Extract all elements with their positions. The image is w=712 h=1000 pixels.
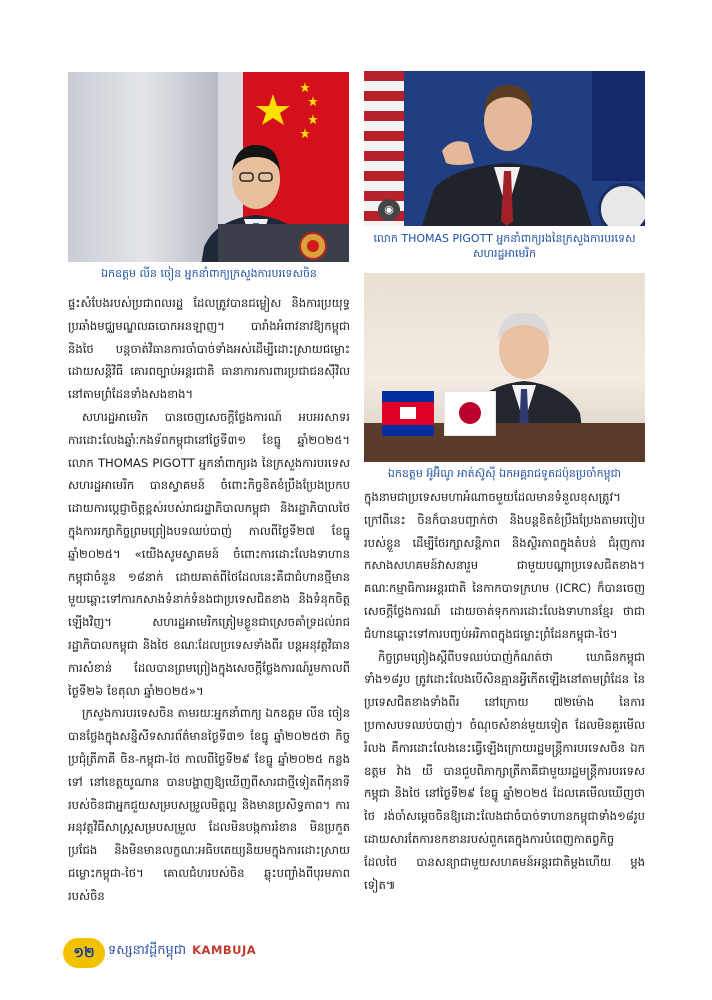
paragraph: សហរដ្ឋអាមេរិក បានចេញសេចក្ដីថ្លែងការណ៍ អបអរសាទរការដោះលែងឆ្នាំៈកងទ័ពកម្ពុជានៅថ្ងៃទី៣១ ខែធ្នូ ឆ្នាំ២០២៥។ លោក THOMAS PIGOTT អ្នកនាំពាក្យរង នៃក្រសួងការបរទេសសហរដ្ឋអាមេរិក បានស្វាគមន៍ ចំពោះកិច្ចខិតខំប្រឹងប្រែងប្រកបដោយការប្ដេជ្ញាចិត្តខ្ពស់របស់រាជរដ្ឋាភិបាលកម្ពុជា និងរដ្ឋាភិបាលថៃ ក្នុងការរក្សាកិច្ចព្រមព្រៀងបទឈប់បាញ់ កាលពីថ្ងៃទី២៧ ខែធ្នូ ឆ្នាំ២០២៥។ «យើងសូមស្វាគមន៍ ចំពោះការដោះលែងទាហានកម្ពុជាចំនួន ១៨នាក់ ដោយគាត់ពីថៃដែលនេះគឺជាជំហានថ្មីមានមួយឆ្ពោះទៅការកសាងទំនាក់ទំនងជាប្រទេសជិតខាង និងទំនុកចិត្តឡើងវិញ។ សហរដ្ឋអាមេរិកត្រៀមខ្លួនជាស្រេចគាំទ្រដល់រាជរដ្ឋាភិបាលកម្ពុជា និងថៃ ខណៈដែលប្រទេសទាំងពីរ បន្តអនុវត្តវិធានការសំខាន់ ដែលបានព្រមព្រៀងក្នុងសេចក្ដីថ្លែងការណ៍រួមកាលពីថ្ងៃទី២៦ ខែតុលា ឆ្នាំ២០២៥»។ — [68, 409, 350, 698]
paragraph: កិច្ចព្រមព្រៀងស្ដីពីបទឈប់បាញ់កំណត់ថា ឃោធិនកម្ពុជាទាំង១៨រូប ត្រូវដោះលែងបើសិនគ្មានអ្វីកើតឡើងនៅតាមព្រំដែន នៃប្រទេសជិតខាងទាំងពីរ នៅក្រោយ ៧២ម៉ោង នៃការប្រកាសបទឈប់បាញ់។ ចំណុចសំខាន់មួយទៀត ដែលមិនគួរមើលរំលង គឺការដោះលែងនេះធ្វើឡើងក្រោយរដ្ឋមន្ត្រីការបរទេសចិន ឯកឧត្តម វ៉ាង យី បានជួបពិភាក្សាត្រីភាគីជាមួយរដ្ឋមន្ត្រីការបរទេសកម្ពុជា និងថៃ នៅថ្ងៃទី២៩ ខែធ្នូ ឆ្នាំ២០២៥ ដែលគេមើលឃើញថា ថៃ រង់ចាំសម្ដេចចិនឱ្យដោះលែងជាចំបាច់ទាហានកម្ពុជាទាំង១៨រូប ដោយសារតែការខកខានរបស់ពួកគេក្នុងការបំពេញកាតព្វកិច្ច ដែលថៃ បានសន្យាជាមួយសហគមន៍អន្តរជាតិម្ដងហើយ ម្ដងទៀត៕ — [364, 649, 645, 892]
cambodia-flag — [382, 391, 434, 436]
spokesperson-figure — [412, 71, 602, 226]
article-right-column — [364, 486, 645, 918]
article-left-column — [68, 292, 350, 918]
paragraph: ក្នុងនាមជាប្រទេសមហាអំណាចមួយដែលមានទំនួលខុសត្រូវ។ ក្រៅពីនេះ ចិនក៏បានបញ្ជាក់ថា និងបន្តខិតខំប្រឹងប្រែងតាមរបៀបរបស់ខ្លួន ដើម្បីថែរក្សាសន្តិភាព និងស្ថិរភាពក្នុងតំបន់ ជំរុញការកសាងសហគមន៍វាសនារួម ជាមួយបណ្ដាប្រទេសជិតខាង។ គណៈកម្មាធិការអន្តរជាតិ នៃកាកបាទក្រហម (ICRC) ក៏បានចេញសេចក្ដីថ្លែងការណ៍ ដោយចាត់ទុកការដោះលែងទាហានខ្មែរ ថាជាជំហានឆ្ពោះទៅការបញ្ចប់អរិភាពក្នុងជម្លោះព្រំដែនកម្ពុជា-ថៃ។ — [364, 490, 645, 641]
photo-japanese-ambassador — [364, 273, 645, 462]
paragraph: ក្រសួងការបរទេសចិន តាមរយៈអ្នកនាំពាក្យ ឯកឧត្តម លីន ចៀន បានថ្លែងក្នុងសន្និសីទសារព័ត៌មានថ្ងៃទី៣១ ខែធ្នូ ឆ្នាំ២០២៥ថា កិច្ចប្រជុំត្រីភាគី ចិន-កម្ពុជា-ថៃ កាលពីថ្ងៃទី២៩ ខែធ្នូ ឆ្នាំ២០២៥ កន្លងទៅ នៅខេត្តយូណាន បានបង្ហាញឱ្យឃើញពីសារជាថ្មីទៀតពីកុនាទីរបស់ចិនជាអ្នកជួយសម្របសម្រួលមិត្តល្អ និងមានប្រសិទ្ធភាព។ ការអនុវត្តវិធីសាស្ត្រសម្របសម្រួល ដែលមិនបង្កការរំខាន មិនប្រកួតប្រជែង និងមិនមានលក្ខណៈអធិបតេយ្យនិយមក្នុងការដោះស្រាយជម្លោះកម្ពុជា-ថៃ។ គោលជំហរបស់ចិន ឆ្លុះបញ្ចាំងពីបុរមភាពរបស់ចិន — [68, 706, 350, 903]
magazine-title — [108, 942, 256, 961]
caption-thomas-pigott: លោក THOMAS PIGOTT អ្នកនាំពាក្យរងនៃក្រសួងការបរទេសសហរដ្ឋអាមេរិក — [373, 232, 636, 260]
japan-flag — [444, 391, 496, 436]
magazine-title-khmer: ទស្សនាវដ្ដីកម្ពុជា — [108, 943, 187, 958]
paragraph: ផ្ទះសំបែងរបស់ប្រជាពលរដ្ឋ ដែលត្រូវបានជម្លៀស និងការប្រយុទ្ធប្រឆាំងមជ្ឈមណ្ឌលឆបោកអនឡាញ។ បារាំងអំពាវនាវឱ្យកម្ពុជា និងថៃ បន្តចាត់វិធានការចាំបាច់ទាំងអស់ដើម្បីដោះស្រាយជម្លោះដោយសន្តិវិធី គោរពច្បាប់អន្តរជាតិ ធានាការការពារប្រជាជនស៊ីវិលនៅតាមព្រំដែនទាំងសងខាង។ — [68, 296, 350, 402]
magazine-title-latin: KAMBUJA — [192, 943, 257, 957]
camera-icon: ◉ — [378, 199, 400, 221]
photo-thomas-pigott — [364, 71, 645, 226]
caption-japanese-ambassador: ឯកឧត្តម អ៊ូអ៊ិណូ អាត់ស៊ូស៊ី ឯកអគ្គរាជទូតជប៉ុនប្រចាំកម្ពុជា — [387, 467, 622, 480]
caption-lin-jian: ឯកឧត្តម លីន ចៀន អ្នកនាំពាក្យក្រសួងការបរទេសចិន — [101, 267, 317, 280]
podium — [218, 224, 349, 262]
state-department-seal — [598, 183, 645, 226]
photo-lin-jian — [68, 72, 349, 262]
page-number: ១២ — [63, 938, 105, 968]
